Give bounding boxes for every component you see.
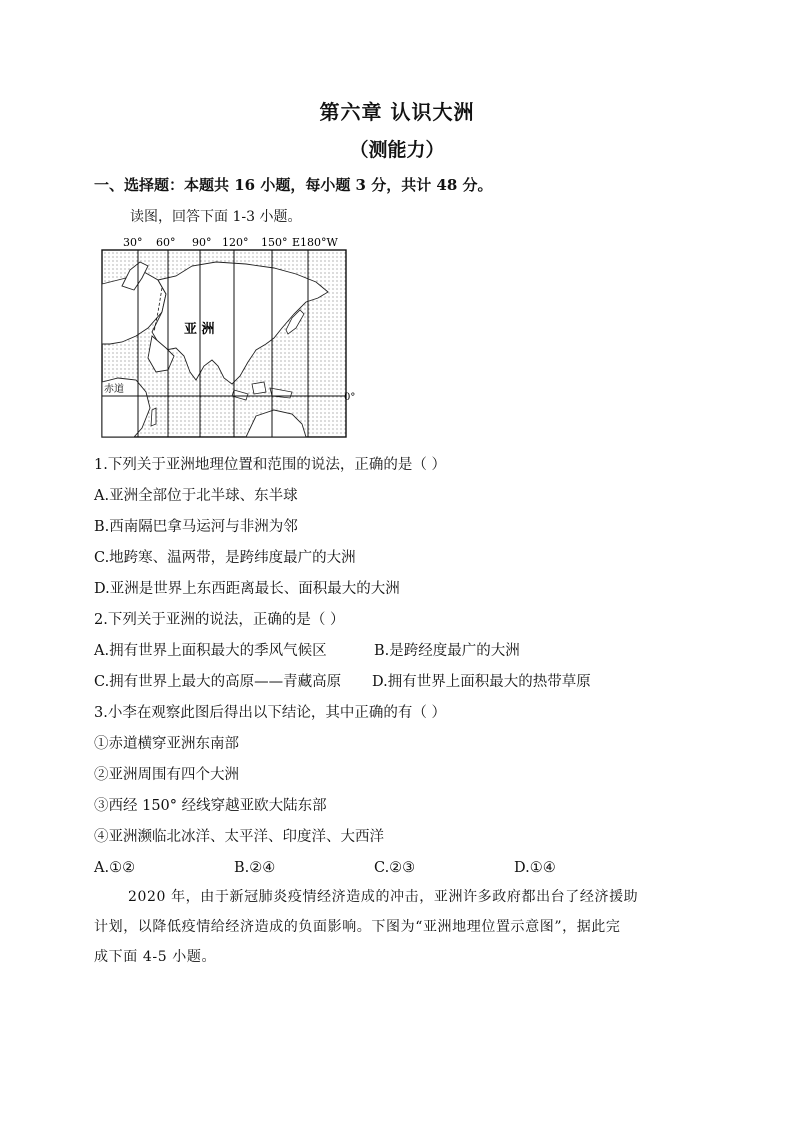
q3-option-b: B.②④: [234, 860, 276, 876]
passage-line-1-text: 2020 年，由于新冠肺炎疫情经济造成的冲击，亚洲许多政府都出台了经济援助: [128, 889, 639, 905]
asia-map-figure: [96, 232, 356, 442]
q1-stem: 1.下列关于亚洲地理位置和范围的说法，正确的是（ ）: [94, 457, 446, 473]
passage-line-1: [94, 882, 694, 912]
q2-option-b: B.是跨经度最广的大洲: [374, 643, 520, 659]
q1-option-b: B.西南隔巴拿马运河与非洲为邻: [94, 519, 298, 535]
map-intro: 读图，回答下面 1-3 小题。: [130, 209, 302, 225]
q1-option-c: C.地跨寒、温两带，是跨纬度最广的大洲: [94, 550, 356, 566]
asia-label: 亚 洲: [184, 322, 215, 337]
q3-option-c: C.②③: [374, 860, 416, 876]
lon-label-120: 120°: [222, 236, 249, 249]
q3-option-d: D.①④: [514, 860, 556, 876]
lon-label-150: 150°: [261, 236, 288, 249]
q2-stem: 2.下列关于亚洲的说法，正确的是（ ）: [94, 612, 345, 628]
reading-passage: [94, 882, 694, 972]
lon-label-30: 30°: [123, 236, 143, 249]
lon-label-180: E180°W: [292, 236, 338, 249]
q3-statement-4: ④亚洲濒临北冰洋、太平洋、印度洋、大西洋: [94, 829, 384, 845]
zero-degree-label: 0°: [344, 392, 356, 403]
borneo-landmass: [252, 382, 266, 394]
page-title: 第六章 认识大洲: [319, 100, 475, 124]
q2-option-a: A.拥有世界上面积最大的季风气候区: [94, 643, 327, 659]
section-heading: 一、选择题：本题共 16 小题，每小题 3 分，共计 48 分。: [94, 176, 493, 194]
q3-stem: 3.小李在观察此图后得出以下结论，其中正确的有（ ）: [94, 705, 446, 721]
q2-option-c: C.拥有世界上最大的高原——青藏高原: [94, 674, 342, 690]
passage-line-3: 成下面 4-5 小题。: [94, 949, 217, 965]
q3-options-row: [94, 853, 714, 884]
questions-block: [94, 450, 714, 884]
lon-label-90: 90°: [192, 236, 212, 249]
q2-options-row-2: [94, 667, 714, 698]
madagascar-landmass: [151, 408, 156, 426]
passage-line-2: 计划，以降低疫情给经济造成的负面影响。下图为“亚洲地理位置示意图”，据此完: [94, 919, 621, 935]
q3-statement-3: ③西经 150° 经线穿越亚欧大陆东部: [94, 798, 327, 814]
q3-option-a: A.①②: [94, 860, 136, 876]
asia-map: [96, 232, 356, 442]
q3-statement-2: ②亚洲周围有四个大洲: [94, 767, 239, 783]
q2-option-d: D.拥有世界上面积最大的热带草原: [372, 674, 591, 690]
q1-option-a: A.亚洲全部位于北半球、东半球: [94, 488, 298, 504]
page-subtitle: （测能力）: [349, 139, 445, 161]
equator-label: 赤道: [104, 384, 124, 395]
q2-options-row-1: [94, 636, 714, 667]
q3-statement-1: ①赤道横穿亚洲东南部: [94, 736, 239, 752]
q1-option-d: D.亚洲是世界上东西距离最长、面积最大的大洲: [94, 581, 400, 597]
lon-label-60: 60°: [156, 236, 176, 249]
